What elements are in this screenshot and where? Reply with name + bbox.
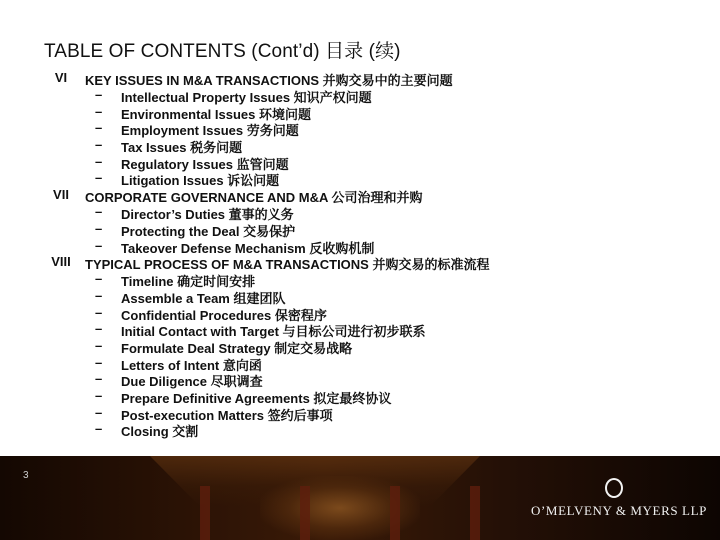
company-logo: O’MELVENY & MYERS LLP xyxy=(531,503,707,518)
item-label: Formulate Deal Strategy 制定交易战略 xyxy=(121,340,353,356)
item-dash: – xyxy=(95,371,103,387)
item-label: Confidential Procedures 保密程序 xyxy=(121,307,327,323)
item-dash: – xyxy=(95,421,103,437)
section-number: VIII xyxy=(51,254,71,270)
toc-item xyxy=(44,104,684,121)
item-dash: – xyxy=(95,153,103,169)
item-label: Director’s Duties 董事的义务 xyxy=(121,207,294,223)
toc-item xyxy=(44,120,684,137)
item-label: Closing 交割 xyxy=(121,424,199,440)
toc-item xyxy=(44,238,684,255)
toc-item xyxy=(44,288,684,305)
toc-item xyxy=(44,87,684,104)
toc-item xyxy=(44,321,684,338)
item-dash: – xyxy=(95,287,103,303)
toc-item xyxy=(44,137,684,154)
footer-pillar xyxy=(470,486,480,540)
footer-pillar xyxy=(390,486,400,540)
item-label: Intellectual Property Issues 知识产权问题 xyxy=(121,90,372,105)
item-label: Regulatory Issues 监管问题 xyxy=(121,156,289,172)
section-label: TYPICAL PROCESS OF M&A TRANSACTIONS 并购交易的标准流程 xyxy=(85,257,490,273)
item-dash: – xyxy=(95,120,103,136)
item-label: Timeline 确定时间安排 xyxy=(121,274,256,290)
item-dash: – xyxy=(95,354,103,370)
item-dash: – xyxy=(95,220,103,236)
item-dash: – xyxy=(95,103,103,119)
item-dash: – xyxy=(95,204,103,220)
toc-item xyxy=(44,405,684,422)
toc-item xyxy=(44,170,684,187)
item-dash: – xyxy=(95,337,103,353)
item-dash: – xyxy=(95,404,103,420)
toc-item xyxy=(44,371,684,388)
item-label: Environmental Issues 环境问题 xyxy=(121,106,311,122)
item-label: Initial Contact with Target 与目标公司进行初步联系 xyxy=(121,324,426,340)
table-of-contents xyxy=(44,70,684,438)
item-label: Protecting the Deal 交易保护 xyxy=(121,223,296,239)
toc-section xyxy=(44,254,684,271)
section-label: CORPORATE GOVERNANCE AND M&A 公司治理和并购 xyxy=(85,190,423,206)
item-label: Takeover Defense Mechanism 反收购机制 xyxy=(121,240,375,256)
item-label: Letters of Intent 意向函 xyxy=(121,357,262,373)
section-number: VI xyxy=(54,70,68,85)
toc-section xyxy=(44,70,684,87)
item-label: Tax Issues 税务问题 xyxy=(121,140,243,156)
item-label: Litigation Issues 诉讼问题 xyxy=(121,173,280,189)
item-label: Prepare Definitive Agreements 拟定最终协议 xyxy=(121,391,392,406)
item-label: Assemble a Team 组建团队 xyxy=(121,290,286,306)
item-label: Due Diligence 尽职调查 xyxy=(121,374,263,390)
toc-item xyxy=(44,355,684,372)
item-dash: – xyxy=(95,87,103,102)
item-dash: – xyxy=(95,388,103,403)
page-title: TABLE OF CONTENTS (Cont’d) 目录 (续) xyxy=(44,41,401,62)
item-dash: – xyxy=(95,304,103,320)
section-label: KEY ISSUES IN M&A TRANSACTIONS 并购交易中的主要问题 xyxy=(85,73,453,88)
item-dash: – xyxy=(95,137,103,153)
item-dash: – xyxy=(95,237,103,253)
item-label: Employment Issues 劳务问题 xyxy=(121,123,299,139)
footer-banner xyxy=(0,456,720,540)
toc-item xyxy=(44,154,684,171)
logo-icon xyxy=(605,478,623,498)
toc-item xyxy=(44,388,684,405)
toc-item xyxy=(44,421,684,438)
toc-item xyxy=(44,271,684,288)
item-label: Post-execution Matters 签约后事项 xyxy=(121,407,333,423)
toc-item xyxy=(44,305,684,322)
section-number: VII xyxy=(53,187,69,203)
item-dash: – xyxy=(95,321,103,337)
toc-section xyxy=(44,187,684,204)
toc-item xyxy=(44,338,684,355)
footer-pillar xyxy=(300,486,310,540)
item-dash: – xyxy=(95,170,103,186)
toc-item xyxy=(44,221,684,238)
footer-pillar xyxy=(200,486,210,540)
toc-item xyxy=(44,204,684,221)
item-dash: – xyxy=(95,271,103,287)
page-number: 3 xyxy=(23,470,29,481)
